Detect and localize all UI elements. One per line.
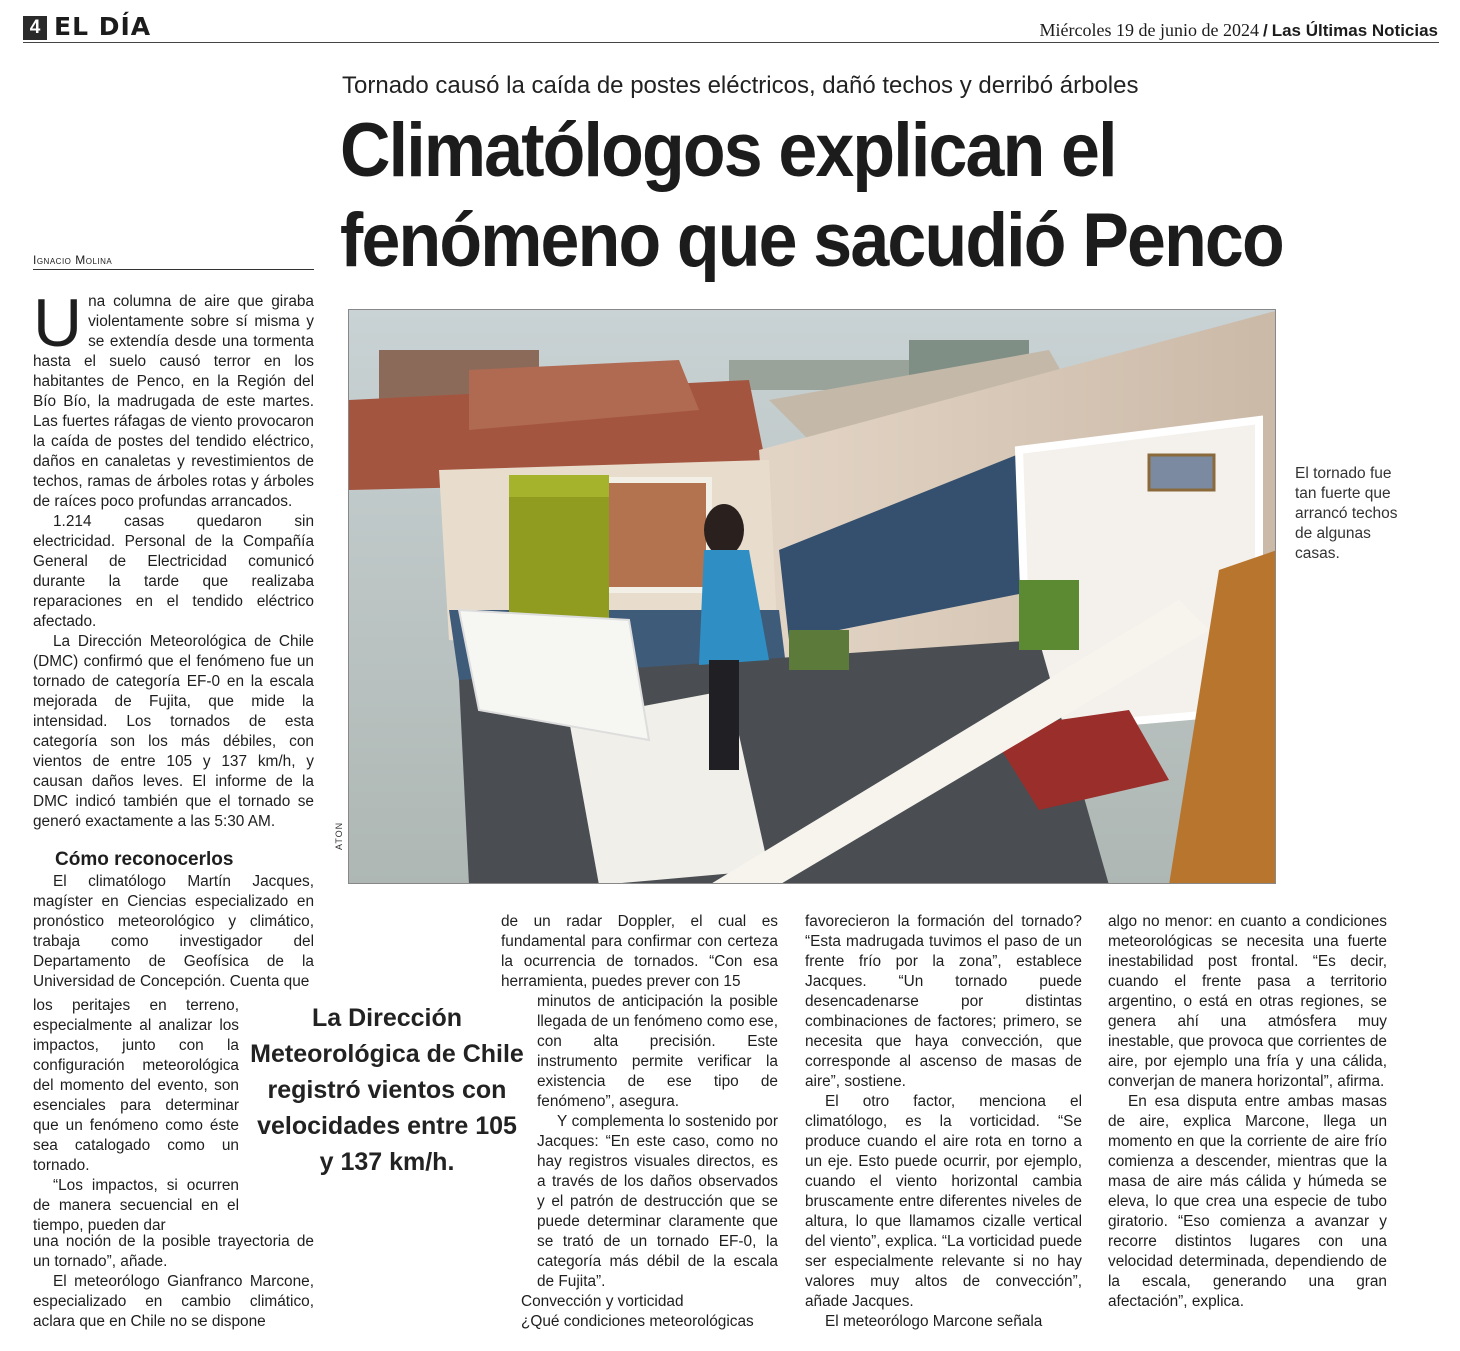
article-photo (348, 309, 1276, 884)
column-1-intro (33, 285, 314, 832)
column-1-second-part (33, 848, 314, 992)
section-name: EL DÍA (54, 12, 152, 41)
publication-name: Las Últimas Noticias (1271, 21, 1438, 40)
headline-line-1: Climatólogos explican el (340, 108, 1116, 193)
col1-paragraph-b: los peritajes en terreno, especialmente al analizar los impactos, junto con la configuración meteorológica del momento del evento, son esenciales para determinar que un fenómeno como éste sea catalogado como un tornado. (33, 997, 239, 1174)
col3-paragraph-b: El otro factor, menciona el climatólogo, es la vorticidad. “Se produce cuando el aire rota en torno a un eje. Esto puede ocurrir, por ejemplo, cuando el viento horizontal cambia bruscamente entre diferentes niveles de altura, lo que llamamos cizalle vertical del viento”, explica. “La vorticidad puede ser especialmente relevante si no hay valores muy altos de convección”, añade Jacques. (805, 1093, 1082, 1310)
subhead-como-reconocerlos: Cómo reconocerlos (55, 849, 234, 870)
col3-paragraph-a: favorecieron la formación del tornado? “Esta madrugada tuvimos el paso de un frente frío por la zona”, establece Jacques. “Un tornado puede desencadenarse por distintas combinaciones de factores; primero, se necesita que haya convección, que corresponde al ascenso de masas de aire”, sostiene. (805, 913, 1082, 1090)
intro-paragraph-2: 1.214 casas quedaron sin electricidad. Personal de la Compañía General de Electricidad comunicó durante la tarde que realizaba reparaciones en el tendido eléctrico afectado. (33, 513, 314, 630)
column-4 (1108, 912, 1387, 1312)
col2-paragraph-a: de un radar Doppler, el cual es fundamental para confirmar con certeza la ocurrencia de tornados. “Con esa herramienta, puedes prever con 15 (501, 913, 778, 990)
article-headline (340, 106, 1352, 286)
col1-paragraph-c: “Los impactos, si ocurren de manera secuencial en el tiempo, pueden dar (33, 1177, 239, 1234)
column-1-bottom-text (33, 1232, 314, 1332)
col1-paragraph-a: El climatólogo Martín Jacques, magíster en Ciencias especializado en pronóstico meteorológico y climático, trabaja como investigador del Departamento de Geofísica de la Universidad de Concepción. Cuenta que (33, 873, 314, 990)
column-2-top (501, 912, 778, 992)
pull-quote: La Dirección Meteorológica de Chile registró vientos con velocidades entre 105 y 137 km/h. (250, 1004, 524, 1176)
dateline (1040, 19, 1438, 42)
column-2-bottom (501, 1292, 778, 1332)
article-kicker: Tornado causó la caída de postes eléctricos, dañó techos y derribó árboles (342, 72, 1139, 99)
col2-paragraph-e: ¿Qué condiciones meteorológicas (521, 1313, 754, 1330)
column-3 (805, 912, 1082, 1332)
header-rule (23, 42, 1439, 43)
drop-cap: U (33, 285, 83, 361)
column-1-wrap-text (33, 996, 239, 1236)
col2-paragraph-b: minutos de anticipación la posible llegada de un fenómeno como ese, con alta precisión. Este instrumento permite verificar la existencia de ese tipo de fenómeno”, asegura. (537, 993, 778, 1110)
col3-paragraph-c: El meteorólogo Marcone señala (825, 1313, 1043, 1330)
issue-date: Miércoles 19 de junio de 2024 (1039, 20, 1259, 40)
page-number: 4 (23, 16, 47, 40)
intro-paragraph-3: La Dirección Meteorológica de Chile (DMC) confirmó que el fenómeno fue un tornado de categoría EF-0 en la escala mejorada de Fujita, que mide la intensidad. Los tornados de esta categoría son los más débiles, con vientos de entre 105 y 137 km/h, y causan daños leves. El informe de la DMC indicó también que el tornado se generó exactamente a las 5:30 AM. (33, 633, 314, 830)
intro-paragraph-1: Una columna de aire que giraba violentamente sobre sí misma y se extendía desde una tormenta hasta el suelo causó terror en los habitantes de Penco, en la Región del Bío Bío, la madrugada de este martes. Las fuertes ráfagas de viento provocaron la caída de postes del tendido eléctrico, daños en canaletas y revestimientos de techos, ramas de árboles rotas y árboles de raíces poco profundas arrancados. (33, 285, 314, 510)
headline-line-2: fenómeno que sacudió Penco (340, 198, 1283, 283)
col1-paragraph-d: una noción de la posible trayectoria de un tornado”, añade. (33, 1233, 314, 1270)
photo-credit: ATON (334, 821, 344, 850)
photo-caption: El tornado fue tan fuerte que arrancó techos de algunas casas. (1295, 465, 1398, 562)
photo-illustration (349, 310, 1276, 884)
dateline-separator: / (1262, 21, 1268, 40)
column-2-wrap (537, 992, 778, 1292)
byline: Ignacio Molina (33, 253, 113, 267)
col4-paragraph-b: En esa disputa entre ambas masas de aire, explica Marcone, llega un momento en que la corriente de aire frío comienza a descender, mientras que la masa de aire más cálida y húmeda se eleva, lo que crea una especie de tubo giratorio. “Eso comienza a avanzar y recorre distintos lugares con una velocidad determinada, dependiendo de la escala, generando una gran afectación”, explica. (1108, 1093, 1387, 1310)
col2-subhead-conveccion: Convección y vorticidad (521, 1293, 684, 1310)
col1-paragraph-e: El meteorólogo Gianfranco Marcone, especializado en cambio climático, aclara que en Chile no se dispone (33, 1273, 314, 1330)
col4-paragraph-a: algo no menor: en cuanto a condiciones meteorológicas se necesita una fuerte inestabilidad post frontal. “Es decir, cuando el frente pasa a territorio argentino, o está en otras regiones, se genera ahí una atmósfera muy inestable, que provoca que corrientes de aire, por ejemplo una fría y una cálida, converjan de manera horizontal”, afirma. (1108, 913, 1387, 1090)
byline-rule (33, 269, 314, 270)
col2-paragraph-c-start: Y complementa lo sostenido por Jacques: “En este caso, como no hay registros visuales directos, es a través de los daños observados y el patrón de destrucción que se puede determinar claramente que se trató de un tornado EF-0, la categoría más débil de la escala de Fujita”. (537, 1113, 778, 1290)
